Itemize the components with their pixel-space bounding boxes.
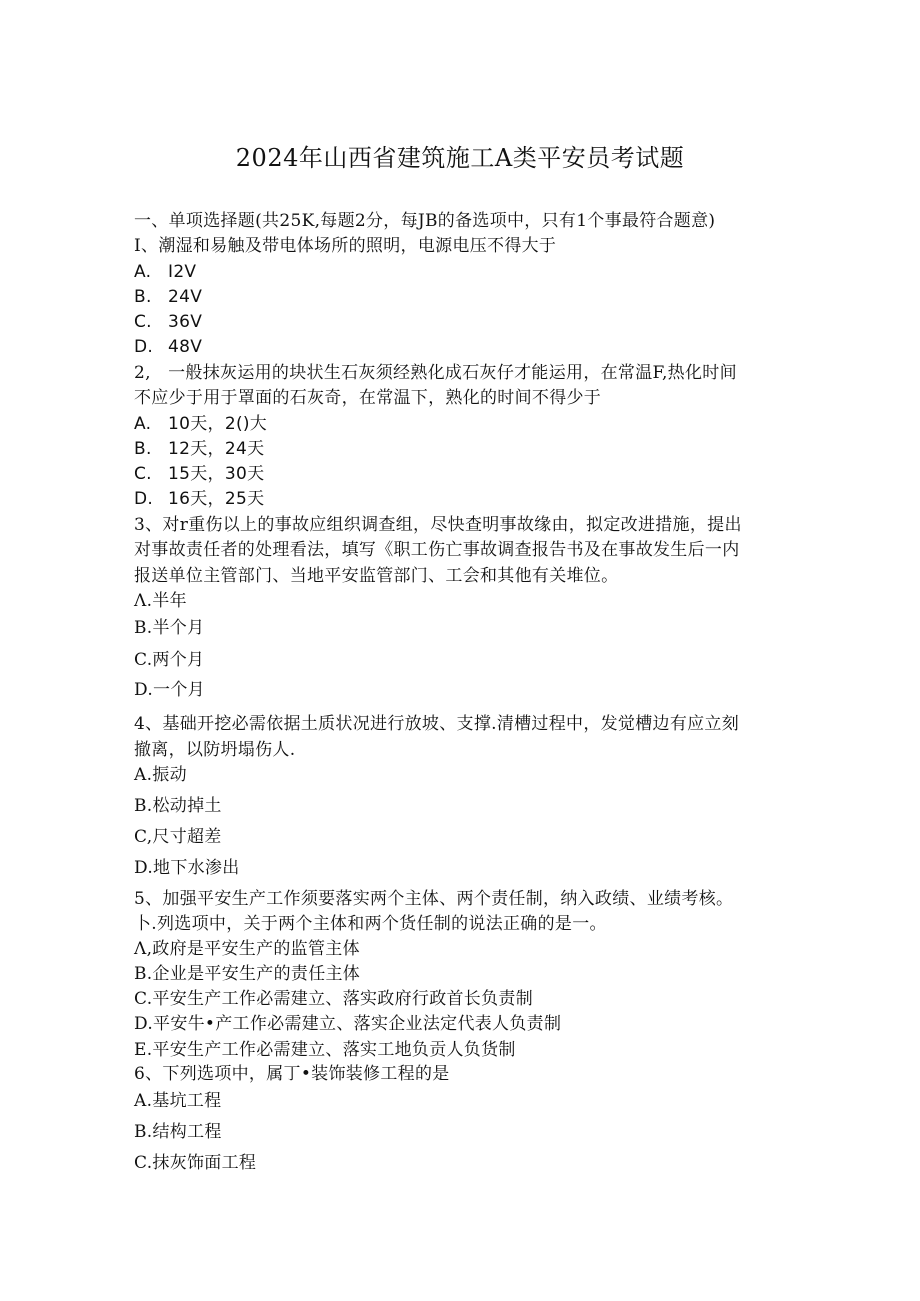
question-5-option-d: D.平安牛•产工作必需建立、落实企业法定代表人负责制 (134, 1014, 562, 1034)
question-4-stem-line-1: 4、基础开挖必需依据土质状况进行放坡、支撑.清槽过程中，发觉槽边有应立刻 (134, 714, 740, 734)
option-letter: A. (134, 262, 152, 282)
option-text: 12天，24天 (168, 439, 265, 459)
question-2-option-a (134, 414, 267, 434)
question-4-option-d: D.地下水渗出 (134, 858, 240, 878)
question-5-option-e: E.平安生产工作必需建立、落实工地负贡人负货制 (134, 1040, 516, 1060)
question-2-stem-line-1: 2, 一般抹灰运用的块状生石灰须经熟化成石灰仔才能运用，在常温F,热化时间 (134, 363, 737, 383)
question-3-option-b: B.半个月 (134, 618, 205, 638)
option-letter: C. (134, 464, 152, 484)
option-text: 16天，25天 (168, 489, 265, 509)
question-2-stem-line-2: 不应少于用于罩面的石灰奇，在常温下，熟化的时间不得少于 (134, 388, 602, 408)
option-letter: A. (134, 414, 152, 434)
option-text: 24V (168, 287, 203, 307)
question-5-option-c: C.平安生产工作必需建立、落实政府行政首长负责制 (134, 989, 534, 1009)
option-text: 36V (168, 312, 203, 332)
document-title: 2024年山西省建筑施工A类平安员考试题 (235, 144, 685, 172)
question-3-option-c: C.两个月 (134, 650, 205, 670)
option-text: 48V (168, 337, 203, 357)
question-1-option-d (134, 337, 202, 357)
section-header: 一、单项选择题(共25K,每题2分，每JB的备选项中，只有1个事最符合题意) (134, 211, 716, 231)
question-5-stem-line-1: 5、加强平安生产工作须要落实两个主体、两个责任制，纳入政绩、业绩考核。 (134, 889, 734, 909)
option-letter: D. (134, 337, 154, 357)
question-5-option-b: B.企业是平安生产的责任主体 (134, 964, 361, 984)
question-6-option-a: A.基坑工程 (134, 1091, 222, 1111)
question-3-option-a: Λ.半年 (134, 591, 187, 611)
option-text: 15天，30天 (168, 464, 265, 484)
question-4-option-b: B.松动掉土 (134, 796, 222, 816)
option-letter: B. (134, 287, 152, 307)
question-6-option-c: C.抹灰饰面工程 (134, 1153, 257, 1173)
question-5-option-a: Λ,政府是平安生产的监管主体 (134, 939, 360, 959)
question-3-option-d: D.一个月 (134, 680, 205, 700)
option-letter: D. (134, 489, 154, 509)
question-6-option-b: B.结构工程 (134, 1122, 222, 1142)
question-3-stem-line-3: 报送单位主管部门、当地平安监管部门、工会和其他有关堆位。 (134, 566, 619, 586)
question-2-option-b (134, 439, 264, 459)
question-1-option-a (134, 262, 196, 282)
question-1-option-b (134, 287, 202, 307)
question-3-stem-line-2: 对事故责任者的处理看法，填写《职工伤亡事故调查报告书及在事故发生后一内 (134, 540, 740, 560)
question-6-stem: 6、下列选项中，属丁•装饰装修工程的是 (134, 1064, 450, 1084)
question-4-option-a: A.振动 (134, 765, 187, 785)
question-3-stem-line-1: 3、对r重伤以上的事故应组织调查组，尽快查明事故缘由，拟定改进措施，提出 (134, 515, 742, 535)
question-5-stem-line-2: 卜.列选项中，关于两个主体和两个货任制的说法正确的是一。 (134, 914, 607, 934)
option-letter: B. (134, 439, 152, 459)
option-letter: C. (134, 312, 152, 332)
question-4-option-c: C,尺寸超差 (134, 827, 222, 847)
question-2-option-c (134, 464, 264, 484)
question-2-option-d (134, 489, 264, 509)
option-text: I2V (168, 262, 197, 282)
option-text: 10天，2()大 (168, 414, 268, 434)
question-1-stem: I、潮湿和易触及带电体场所的照明，电源电压不得大于 (134, 236, 557, 256)
question-4-stem-line-2: 撤离，以防坍塌伤人. (134, 740, 296, 760)
question-1-option-c (134, 312, 202, 332)
